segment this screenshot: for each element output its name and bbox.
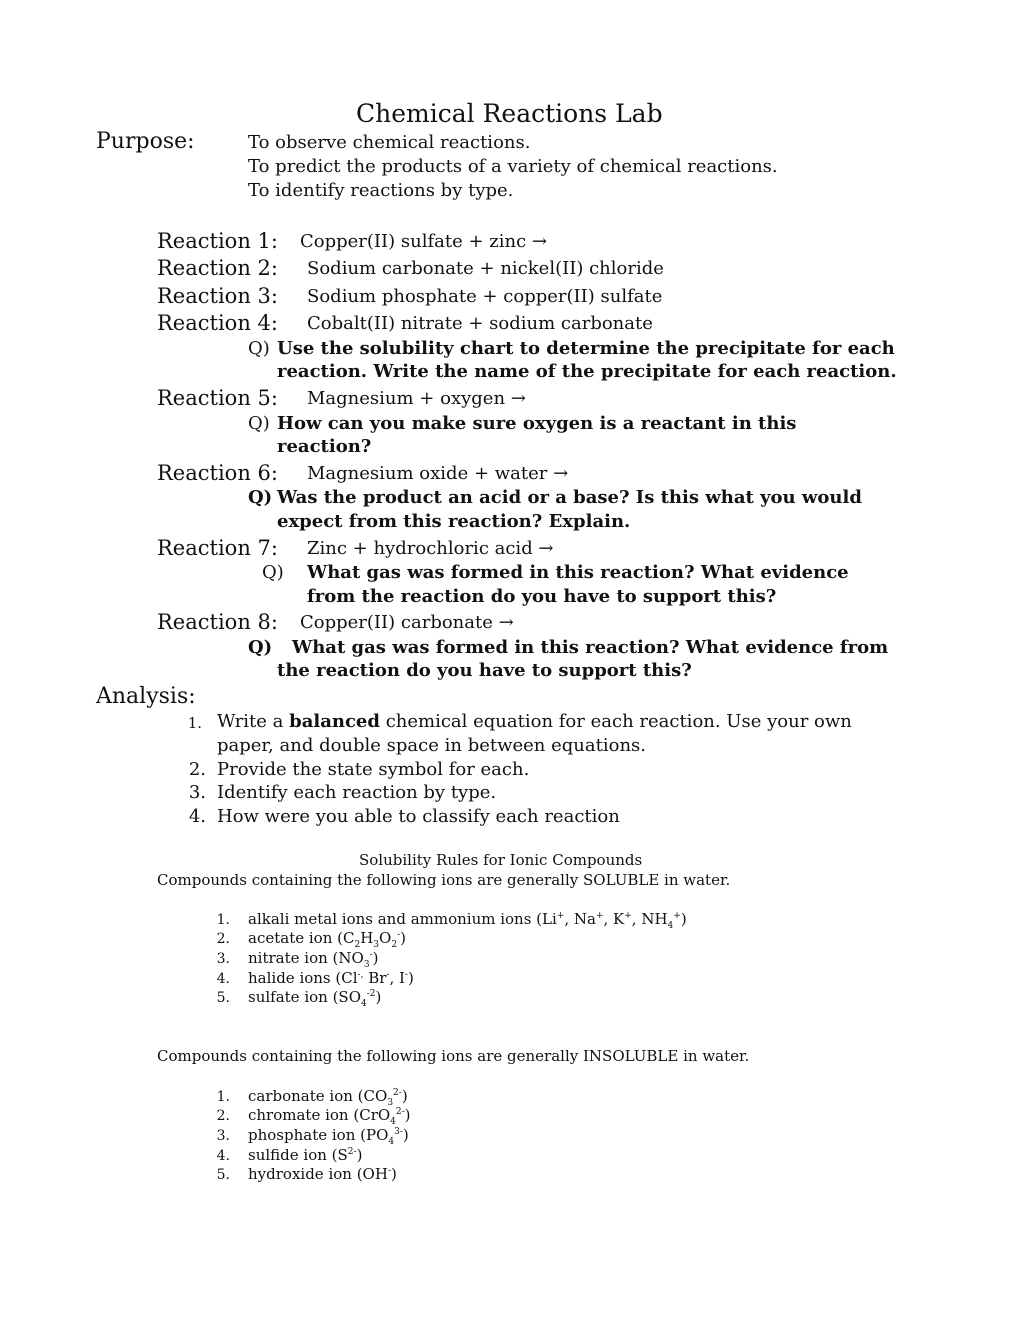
question-text: reaction? <box>277 436 372 457</box>
question-text: Use the solubility chart to determine the precipitate for each <box>277 338 895 359</box>
reaction-label: Reaction 2: <box>157 256 278 280</box>
reaction-label: Reaction 5: <box>157 386 278 410</box>
page-title: Chemical Reactions Lab <box>356 99 663 128</box>
list-number: 5. <box>216 990 230 1006</box>
question-marker: Q) <box>248 487 273 508</box>
insoluble-item: carbonate ion $(CO_3^{2-})$ <box>248 1087 408 1108</box>
analysis-label: Analysis: <box>96 684 196 709</box>
reaction-label: Reaction 1: <box>157 229 278 253</box>
question-text: reaction. Write the name of the precipitate for each reaction. <box>277 361 897 382</box>
purpose-line: To predict the products of a variety of chemical reactions. <box>248 156 778 177</box>
reaction-label: Reaction 4: <box>157 311 278 335</box>
reaction-text: Magnesium + oxygen → <box>307 388 526 409</box>
analysis-item: Identify each reaction by type. <box>217 782 497 803</box>
list-number: 5. <box>216 1167 230 1183</box>
insoluble-item: chromate ion (CrO$_4^{2-}$) <box>248 1106 411 1127</box>
purpose-line: To identify reactions by type. <box>248 180 514 201</box>
reaction-text: Sodium phosphate + copper(II) sulfate <box>307 286 663 307</box>
insoluble-item: phosphate ion $(PO_4^{3-})$ <box>248 1126 409 1147</box>
insoluble-intro: Compounds containing the following ions are generally INSOLUBLE in water. <box>157 1047 750 1065</box>
soluble-item: acetate ion $(C_2H_3O_2^-)$ <box>248 929 406 950</box>
soluble-item: halide ions (Cl-, Br-, I-) <box>248 969 414 987</box>
reaction-label: Reaction 6: <box>157 461 278 485</box>
purpose-label: Purpose: <box>96 129 195 154</box>
insoluble-item: sulfide ion $(S^{2-})$ <box>248 1146 363 1164</box>
analysis-item: Write a balanced chemical equation for each reaction. Use your own <box>217 711 852 732</box>
analysis-number: 3. <box>188 782 206 803</box>
reaction-text: Copper(II) carbonate → <box>300 612 514 633</box>
soluble-item: nitrate ion $(NO_3^-)$ <box>248 949 379 970</box>
reaction-label: Reaction 8: <box>157 610 278 634</box>
list-number: 2. <box>216 931 230 947</box>
solubility-title: Solubility Rules for Ionic Compounds <box>359 851 643 869</box>
analysis-number: 2. <box>188 759 206 780</box>
question-marker: Q) <box>248 413 270 434</box>
list-number: 1. <box>216 1089 230 1105</box>
list-number: 2. <box>216 1108 230 1124</box>
reaction-label: Reaction 3: <box>157 284 278 308</box>
insoluble-item: hydroxide ion (OH-) <box>248 1165 397 1183</box>
question-text: expect from this reaction? Explain. <box>277 511 631 532</box>
question-text: from the reaction do you have to support this? <box>307 586 777 607</box>
reaction-label: Reaction 7: <box>157 536 278 560</box>
list-number: 4. <box>216 971 230 987</box>
analysis-item: Provide the state symbol for each. <box>217 759 530 780</box>
question-text: Was the product an acid or a base? Is this what you would <box>277 487 862 508</box>
list-number: 3. <box>216 1128 230 1144</box>
question-marker: Q) <box>248 637 273 658</box>
purpose-line: To observe chemical reactions. <box>248 132 531 153</box>
analysis-number: 1. <box>187 714 202 732</box>
question-marker: Q) <box>262 562 284 583</box>
question-marker: Q) <box>248 338 270 359</box>
reaction-text: Zinc + hydrochloric acid → <box>307 538 554 559</box>
reaction-text: Copper(II) sulfate + zinc → <box>300 231 548 252</box>
reaction-text: Sodium carbonate + nickel(II) chloride <box>307 258 664 279</box>
reaction-text: Cobalt(II) nitrate + sodium carbonate <box>307 313 653 334</box>
question-text: What gas was formed in this reaction? What evidence from <box>292 637 889 658</box>
question-text: the reaction do you have to support this? <box>277 660 692 681</box>
analysis-item: How were you able to classify each reaction <box>217 806 620 827</box>
analysis-number: 4. <box>188 806 206 827</box>
soluble-item: alkali metal ions and ammonium ions (Li+, Na+, K+, $NH_4^+$) <box>248 910 687 931</box>
reaction-text: Magnesium oxide + water → <box>307 463 569 484</box>
analysis-item-continued: paper, and double space in between equations. <box>217 735 647 756</box>
list-number: 1. <box>216 912 230 928</box>
list-number: 4. <box>216 1148 230 1164</box>
soluble-item: sulfate ion $(SO_4^{-2})$ <box>248 988 382 1009</box>
soluble-intro: Compounds containing the following ions are generally SOLUBLE in water. <box>157 871 731 889</box>
question-text: How can you make sure oxygen is a reactant in this <box>277 413 797 434</box>
question-text: What gas was formed in this reaction? What evidence <box>307 562 849 583</box>
list-number: 3. <box>216 951 230 967</box>
